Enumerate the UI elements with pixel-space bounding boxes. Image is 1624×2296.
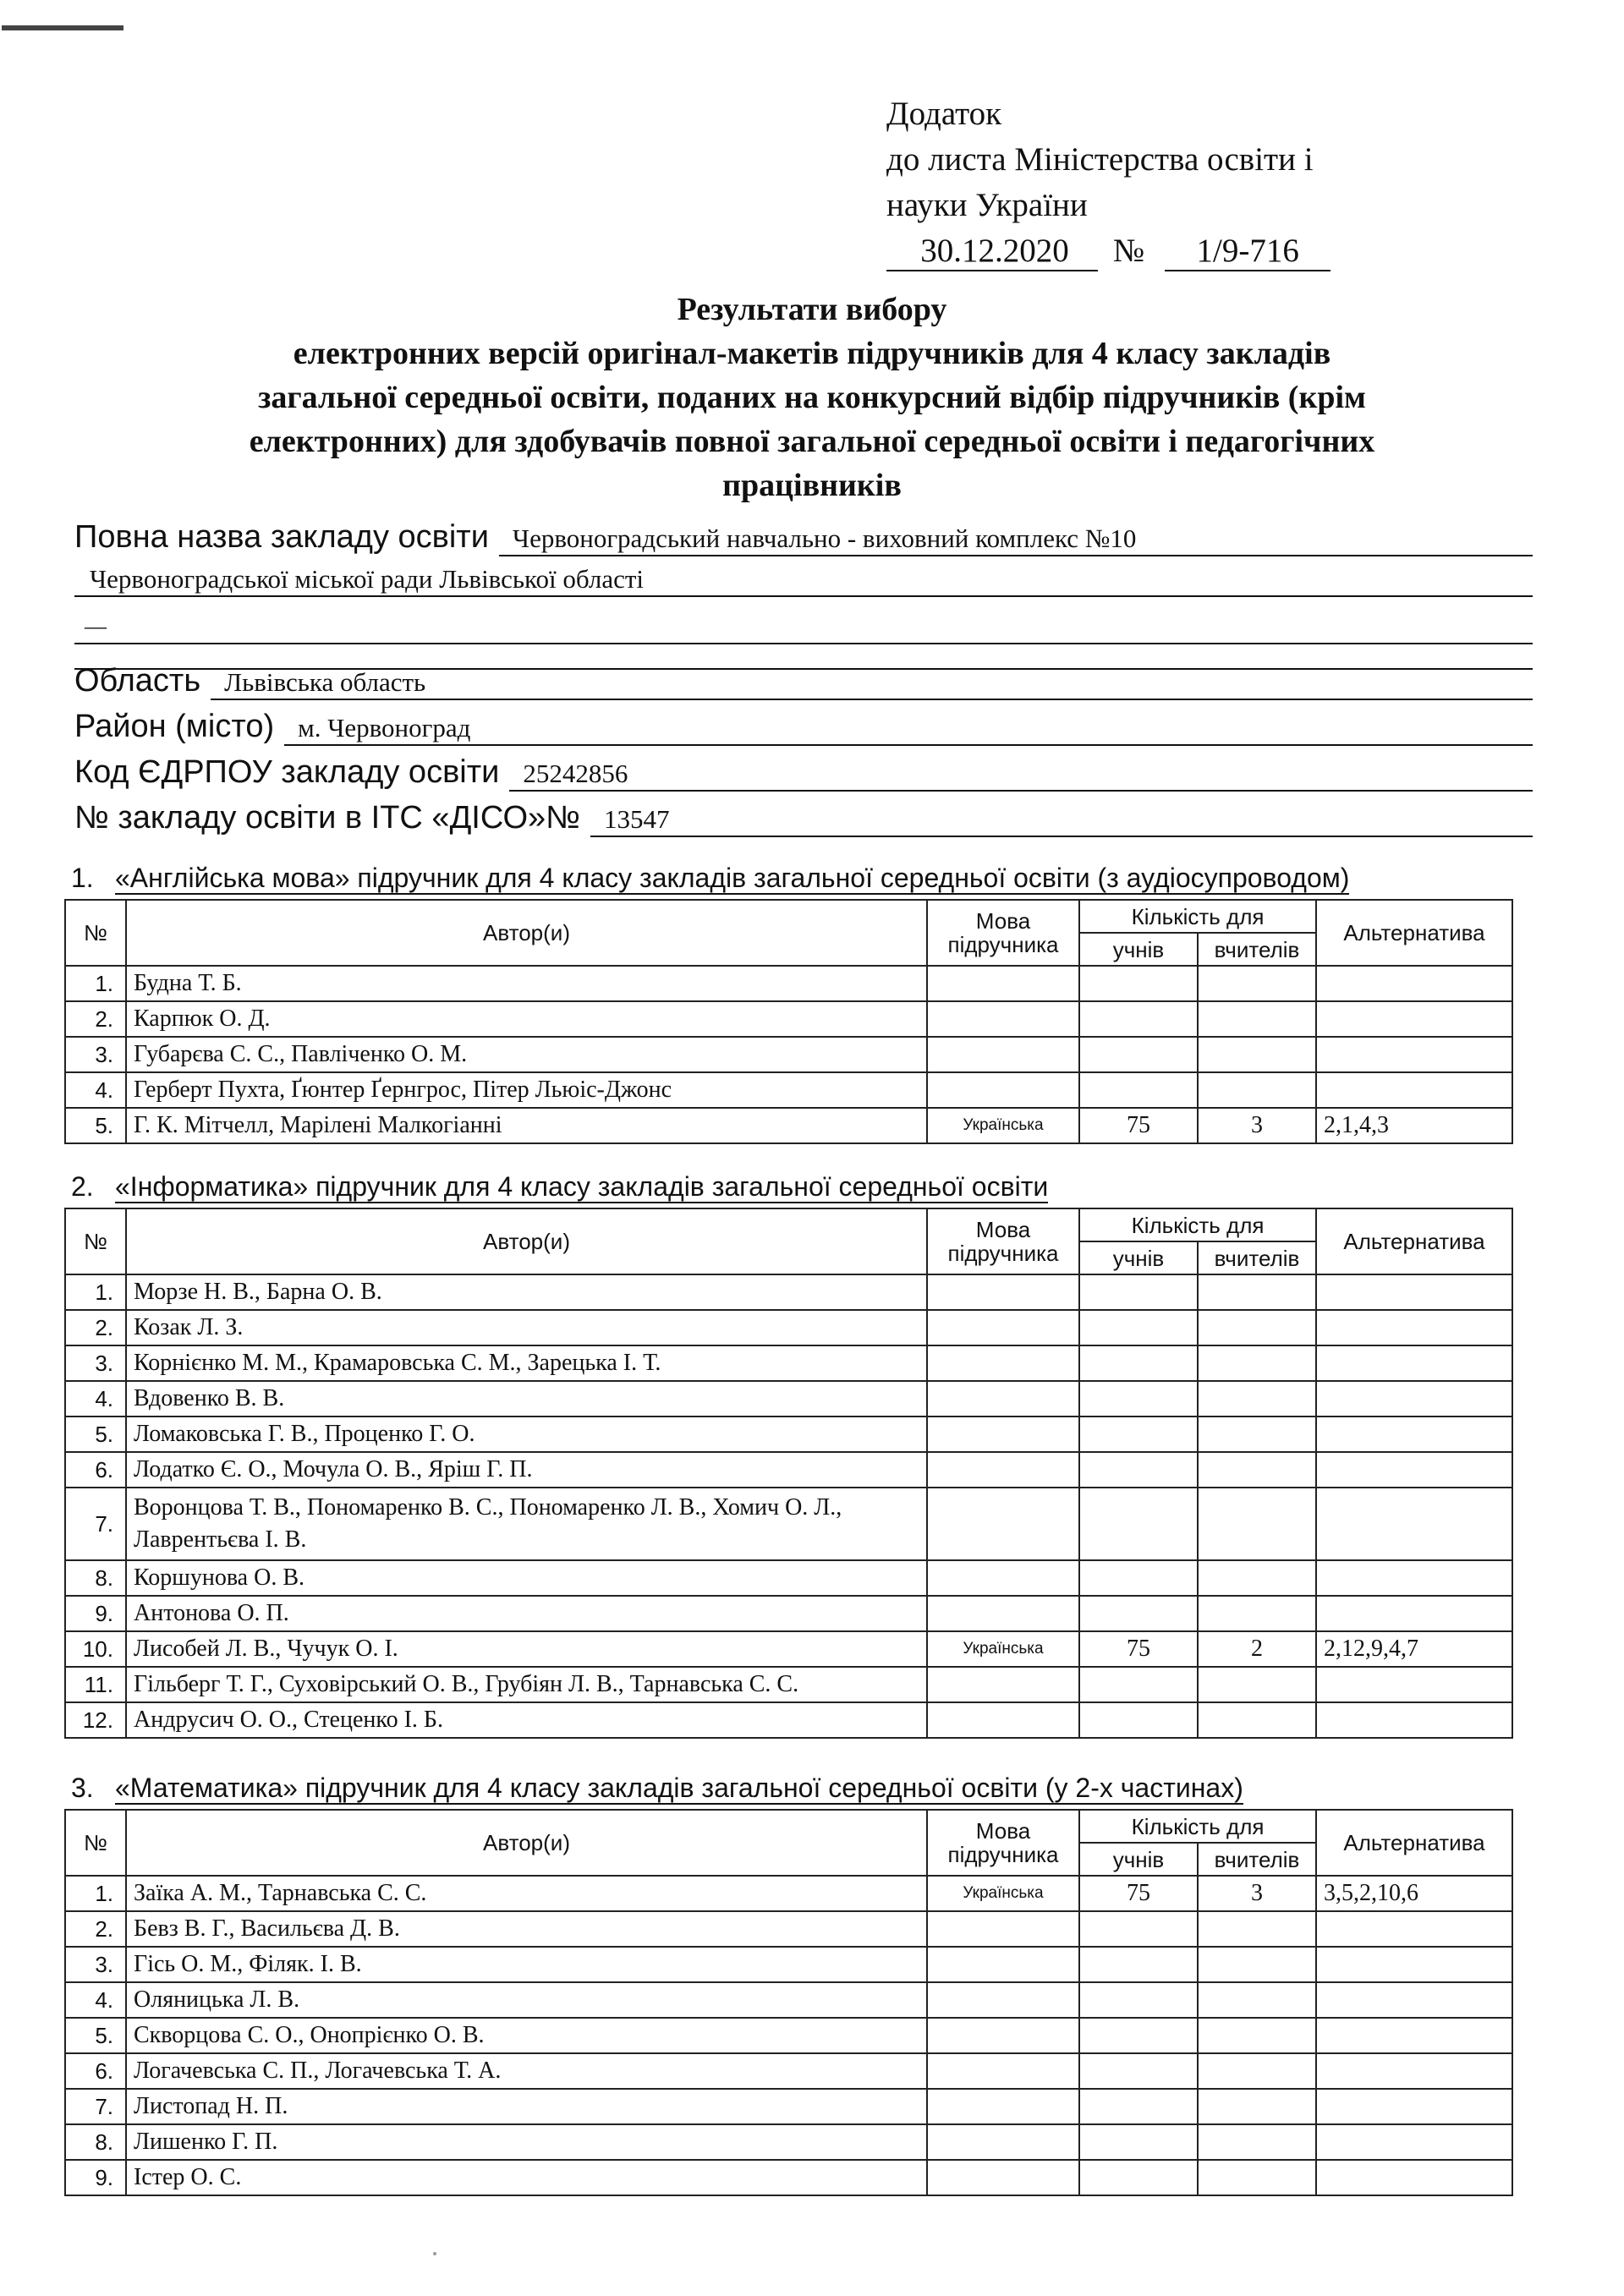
- row-alternative: [1316, 1488, 1512, 1560]
- row-teachers: [1198, 1345, 1316, 1381]
- row-author: Скворцова С. О., Онопрієнко О. В.: [126, 2018, 927, 2053]
- section-3-number: 3.: [71, 1773, 94, 1803]
- edrpou-value: 25242856: [509, 758, 1533, 792]
- row-language: [927, 1982, 1079, 2018]
- header-language-line-2: підручника: [947, 1241, 1059, 1266]
- row-pupils: [1079, 1274, 1198, 1310]
- appendix-line-3: науки України: [886, 187, 1088, 223]
- header-pupils: учнів: [1079, 1843, 1198, 1876]
- table-row: [65, 1417, 1512, 1452]
- row-pupils: [1079, 1911, 1198, 1947]
- row-number: 10.: [65, 1631, 126, 1667]
- header-num: №: [65, 1208, 126, 1274]
- row-alternative: [1316, 2160, 1512, 2195]
- row-language: Українська: [927, 1876, 1079, 1911]
- row-author: Гісь О. М., Філяк. І. В.: [126, 1947, 927, 1982]
- row-author: Гільберг Т. Г., Суховірський О. В., Грубіян Л. В., Тарнавська С. С.: [126, 1667, 927, 1702]
- header-author: Автор(и): [126, 900, 927, 966]
- row-author: Заїка А. М., Тарнавська С. С.: [126, 1876, 927, 1911]
- row-number: 5.: [65, 1108, 126, 1143]
- row-language: [927, 1072, 1079, 1108]
- row-author: Лишенко Г. П.: [126, 2124, 927, 2160]
- row-author: Ломаковська Г. В., Проценко Г. О.: [126, 1417, 927, 1452]
- row-alternative: [1316, 1947, 1512, 1982]
- row-pupils: [1079, 1560, 1198, 1596]
- row-author: Воронцова Т. В., Пономаренко В. С., Пономаренко Л. В., Хомич О. Л., Лаврентьєва І. В.: [126, 1488, 927, 1560]
- row-number: 1.: [65, 966, 126, 1001]
- header-language-line-1: Мова: [975, 1217, 1031, 1242]
- institution-name-value: Червоноградський навчально - виховний комплекс №10: [499, 523, 1533, 556]
- scan-mark: [2, 25, 123, 30]
- header-alternative: Альтернатива: [1316, 1208, 1512, 1274]
- row-pupils: [1079, 1702, 1198, 1738]
- row-author: Будна Т. Б.: [126, 966, 927, 1001]
- row-number: 4.: [65, 1982, 126, 2018]
- row-author: Оляницька Л. В.: [126, 1982, 927, 2018]
- row-language: [927, 1381, 1079, 1417]
- row-author: Листопад Н. П.: [126, 2089, 927, 2124]
- row-teachers: [1198, 2089, 1316, 2124]
- row-alternative: [1316, 1417, 1512, 1452]
- row-alternative: [1316, 1452, 1512, 1488]
- row-teachers: [1198, 1702, 1316, 1738]
- table-row: [65, 1876, 1512, 1911]
- row-pupils: [1079, 2018, 1198, 2053]
- row-alternative: [1316, 2089, 1512, 2124]
- header-language: [927, 1810, 1079, 1876]
- district-field: [74, 707, 1533, 746]
- row-language: [927, 1345, 1079, 1381]
- row-number: 5.: [65, 2018, 126, 2053]
- row-teachers: [1198, 1452, 1316, 1488]
- document-title: [93, 288, 1531, 507]
- row-alternative: [1316, 1560, 1512, 1596]
- table-row: [65, 1452, 1512, 1488]
- header-alternative: Альтернатива: [1316, 900, 1512, 966]
- appendix-date-line: [886, 228, 1330, 274]
- row-author: Корнієнко М. М., Крамаровська С. М., Зарецька І. Т.: [126, 1345, 927, 1381]
- row-alternative: [1316, 1911, 1512, 1947]
- table-row: [65, 1381, 1512, 1417]
- row-teachers: [1198, 1310, 1316, 1345]
- row-language: [927, 1702, 1079, 1738]
- section-2-title: [71, 1170, 1048, 1203]
- header-language-line-1: Мова: [975, 1818, 1031, 1844]
- section-3-title: [71, 1771, 1243, 1805]
- table-row: [65, 2124, 1512, 2160]
- diso-field: [74, 798, 1533, 837]
- row-author: Карпюк О. Д.: [126, 1001, 927, 1037]
- row-number: 6.: [65, 2053, 126, 2089]
- row-pupils: [1079, 1596, 1198, 1631]
- institution-name-field: [74, 518, 1533, 556]
- row-number: 7.: [65, 2089, 126, 2124]
- row-author: Герберт Пухта, Ґюнтер Ґернгрос, Пітер Льюіс-Джонс: [126, 1072, 927, 1108]
- row-language: [927, 2018, 1079, 2053]
- title-line-5: працівників: [722, 468, 902, 503]
- table-row: [65, 1667, 1512, 1702]
- table-row: [65, 1108, 1512, 1143]
- row-alternative: [1316, 1345, 1512, 1381]
- table-row: [65, 1911, 1512, 1947]
- table-row: [65, 1702, 1512, 1738]
- row-language: [927, 2160, 1079, 2195]
- row-number: 4.: [65, 1072, 126, 1108]
- appendix-number-sign: №: [1113, 233, 1145, 269]
- row-alternative: 2,1,4,3: [1316, 1108, 1512, 1143]
- row-author: Вдовенко В. В.: [126, 1381, 927, 1417]
- header-language-line-2: підручника: [947, 1842, 1059, 1867]
- title-line-4: електронних) для здобувачів повної загальної середньої освіти і педагогічних: [249, 424, 1375, 459]
- title-line-3: загальної середньої освіти, поданих на конкурсний відбір підручників (крім: [258, 380, 1366, 415]
- row-alternative: [1316, 2018, 1512, 2053]
- table-row: [65, 1982, 1512, 2018]
- row-language: [927, 2089, 1079, 2124]
- row-language: [927, 1667, 1079, 1702]
- row-number: 8.: [65, 2124, 126, 2160]
- row-alternative: [1316, 1667, 1512, 1702]
- row-language: [927, 1001, 1079, 1037]
- row-pupils: [1079, 2124, 1198, 2160]
- row-number: 1.: [65, 1274, 126, 1310]
- row-number: 2.: [65, 1911, 126, 1947]
- row-teachers: [1198, 2053, 1316, 2089]
- row-number: 9.: [65, 1596, 126, 1631]
- institution-name-cont-field: [74, 563, 1533, 597]
- row-number: 2.: [65, 1001, 126, 1037]
- row-teachers: [1198, 1911, 1316, 1947]
- row-teachers: [1198, 1667, 1316, 1702]
- row-teachers: [1198, 1947, 1316, 1982]
- row-author: Андрусич О. О., Стеценко І. Б.: [126, 1702, 927, 1738]
- row-teachers: [1198, 1072, 1316, 1108]
- table-row: [65, 2053, 1512, 2089]
- appendix-line-1: Додаток: [886, 96, 1002, 132]
- row-language: [927, 1488, 1079, 1560]
- table-row: [65, 1274, 1512, 1310]
- section-2-table: [64, 1208, 1513, 1739]
- row-pupils: [1079, 2053, 1198, 2089]
- section-1-table: [64, 899, 1513, 1144]
- row-alternative: [1316, 1037, 1512, 1072]
- table-row: [65, 1488, 1512, 1560]
- section-2-number: 2.: [71, 1171, 94, 1202]
- header-count: Кількість для: [1079, 900, 1316, 933]
- region-value: Львівська область: [211, 666, 1533, 700]
- table-row: [65, 1310, 1512, 1345]
- row-language: [927, 1911, 1079, 1947]
- row-language: [927, 2124, 1079, 2160]
- institution-name-cont-value: Червоноградської міської ради Львівської області: [74, 563, 1533, 597]
- row-author: Логачевська С. П., Логачевська Т. А.: [126, 2053, 927, 2089]
- row-pupils: [1079, 1072, 1198, 1108]
- appendix-line-2: до листа Міністерства освіти і: [886, 141, 1314, 178]
- title-line-2: електронних версій оригінал-макетів підручників для 4 класу закладів: [293, 336, 1331, 371]
- row-pupils: 75: [1079, 1631, 1198, 1667]
- row-number: 11.: [65, 1667, 126, 1702]
- row-alternative: [1316, 2124, 1512, 2160]
- table-row: [65, 1001, 1512, 1037]
- section-1-title: [71, 861, 1349, 895]
- table-row: [65, 1596, 1512, 1631]
- section-1-number: 1.: [71, 863, 94, 893]
- appendix-block: [886, 91, 1330, 274]
- district-label: Район (місто): [74, 709, 275, 744]
- row-alternative: [1316, 1001, 1512, 1037]
- row-author: Коршунова О. В.: [126, 1560, 927, 1596]
- header-author: Автор(и): [126, 1810, 927, 1876]
- row-author: Козак Л. З.: [126, 1310, 927, 1345]
- row-language: Українська: [927, 1631, 1079, 1667]
- header-num: №: [65, 900, 126, 966]
- table-row: [65, 1072, 1512, 1108]
- row-language: [927, 1037, 1079, 1072]
- header-num: №: [65, 1810, 126, 1876]
- diso-value: 13547: [590, 803, 1533, 837]
- row-pupils: [1079, 1982, 1198, 2018]
- table-row: [65, 2089, 1512, 2124]
- row-author: Антонова О. П.: [126, 1596, 927, 1631]
- row-teachers: 3: [1198, 1108, 1316, 1143]
- row-number: 1.: [65, 1876, 126, 1911]
- row-teachers: [1198, 1596, 1316, 1631]
- row-alternative: [1316, 1381, 1512, 1417]
- row-pupils: [1079, 1947, 1198, 1982]
- row-number: 5.: [65, 1417, 126, 1452]
- section-3-table: [64, 1809, 1513, 2196]
- row-teachers: [1198, 1417, 1316, 1452]
- row-author: Морзе Н. В., Барна О. В.: [126, 1274, 927, 1310]
- row-alternative: 3,5,2,10,6: [1316, 1876, 1512, 1911]
- header-language: [927, 1208, 1079, 1274]
- row-number: 6.: [65, 1452, 126, 1488]
- row-language: [927, 1560, 1079, 1596]
- row-pupils: [1079, 2089, 1198, 2124]
- row-teachers: [1198, 1381, 1316, 1417]
- title-line-1: Результати вибору: [677, 292, 947, 327]
- institution-blank-field: [74, 611, 1533, 644]
- appendix-number: 1/9-716: [1165, 233, 1330, 271]
- row-pupils: [1079, 1667, 1198, 1702]
- row-teachers: [1198, 1982, 1316, 2018]
- row-alternative: [1316, 1072, 1512, 1108]
- row-alternative: [1316, 1982, 1512, 2018]
- section-3-text: «Математика» підручник для 4 класу закладів загальної середньої освіти (у 2-х частинах): [115, 1773, 1243, 1803]
- row-number: 3.: [65, 1345, 126, 1381]
- row-number: 8.: [65, 1560, 126, 1596]
- row-pupils: [1079, 1417, 1198, 1452]
- table-row: [65, 1631, 1512, 1667]
- institution-name-label: Повна назва закладу освіти: [74, 519, 489, 555]
- row-alternative: [1316, 1274, 1512, 1310]
- header-count: Кількість для: [1079, 1208, 1316, 1241]
- edrpou-field: [74, 753, 1533, 792]
- appendix-date: 30.12.2020: [886, 233, 1098, 271]
- row-alternative: [1316, 1310, 1512, 1345]
- row-teachers: [1198, 1037, 1316, 1072]
- row-language: [927, 1310, 1079, 1345]
- row-alternative: [1316, 2053, 1512, 2089]
- row-author: Лисобей Л. В., Чучук О. І.: [126, 1631, 927, 1667]
- row-language: [927, 1274, 1079, 1310]
- row-teachers: [1198, 2124, 1316, 2160]
- header-language-line-2: підручника: [947, 932, 1059, 957]
- row-number: 4.: [65, 1381, 126, 1417]
- header-language: [927, 900, 1079, 966]
- header-teachers: вчителів: [1198, 1241, 1316, 1274]
- row-author: Лодатко Є. О., Мочула О. В., Яріш Г. П.: [126, 1452, 927, 1488]
- row-number: 7.: [65, 1488, 126, 1560]
- header-language-line-1: Мова: [975, 908, 1031, 934]
- row-language: [927, 1417, 1079, 1452]
- diso-label: № закладу освіти в ІТС «ДІСО»№: [74, 800, 580, 836]
- row-language: [927, 2053, 1079, 2089]
- table-row: [65, 966, 1512, 1001]
- row-author: Бевз В. Г., Васильєва Д. В.: [126, 1911, 927, 1947]
- header-author: Автор(и): [126, 1208, 927, 1274]
- row-author: Істер О. С.: [126, 2160, 927, 2195]
- row-language: Українська: [927, 1108, 1079, 1143]
- row-teachers: 3: [1198, 1876, 1316, 1911]
- row-number: 9.: [65, 2160, 126, 2195]
- row-pupils: [1079, 1037, 1198, 1072]
- header-teachers: вчителів: [1198, 1843, 1316, 1876]
- row-pupils: 75: [1079, 1108, 1198, 1143]
- row-teachers: [1198, 2160, 1316, 2195]
- table-row: [65, 1560, 1512, 1596]
- table-row: [65, 1345, 1512, 1381]
- row-alternative: [1316, 1702, 1512, 1738]
- row-language: [927, 1947, 1079, 1982]
- row-pupils: [1079, 1381, 1198, 1417]
- row-teachers: [1198, 1001, 1316, 1037]
- scan-speck: [433, 2252, 436, 2255]
- header-pupils: учнів: [1079, 933, 1198, 966]
- row-pupils: [1079, 1345, 1198, 1381]
- table-row: [65, 1037, 1512, 1072]
- row-teachers: [1198, 2018, 1316, 2053]
- row-number: 3.: [65, 1947, 126, 1982]
- table-row: [65, 1947, 1512, 1982]
- section-1-text: «Англійська мова» підручник для 4 класу закладів загальної середньої освіти (з аудіосупроводом): [115, 863, 1350, 893]
- row-teachers: 2: [1198, 1631, 1316, 1667]
- row-language: [927, 1452, 1079, 1488]
- table-row: [65, 2160, 1512, 2195]
- header-teachers: вчителів: [1198, 933, 1316, 966]
- row-teachers: [1198, 1488, 1316, 1560]
- row-teachers: [1198, 1560, 1316, 1596]
- row-author: Г. К. Мітчелл, Марілені Малкогіанні: [126, 1108, 927, 1143]
- row-teachers: [1198, 966, 1316, 1001]
- row-number: 3.: [65, 1037, 126, 1072]
- row-alternative: [1316, 1596, 1512, 1631]
- region-label: Область: [74, 663, 201, 699]
- row-pupils: [1079, 966, 1198, 1001]
- institution-blank-dash: —: [74, 611, 1533, 644]
- row-pupils: [1079, 1452, 1198, 1488]
- edrpou-label: Код ЄДРПОУ закладу освіти: [74, 754, 500, 790]
- header-count: Кількість для: [1079, 1810, 1316, 1843]
- district-value: м. Червоноград: [284, 712, 1533, 746]
- row-alternative: [1316, 966, 1512, 1001]
- row-author: Губарєва С. С., Павліченко О. М.: [126, 1037, 927, 1072]
- header-pupils: учнів: [1079, 1241, 1198, 1274]
- row-alternative: 2,12,9,4,7: [1316, 1631, 1512, 1667]
- row-pupils: [1079, 2160, 1198, 2195]
- table-row: [65, 2018, 1512, 2053]
- row-language: [927, 966, 1079, 1001]
- row-pupils: [1079, 1488, 1198, 1560]
- row-number: 2.: [65, 1310, 126, 1345]
- row-pupils: [1079, 1001, 1198, 1037]
- row-pupils: [1079, 1310, 1198, 1345]
- row-number: 12.: [65, 1702, 126, 1738]
- region-field: [74, 661, 1533, 700]
- row-language: [927, 1596, 1079, 1631]
- header-alternative: Альтернатива: [1316, 1810, 1512, 1876]
- row-teachers: [1198, 1274, 1316, 1310]
- row-pupils: 75: [1079, 1876, 1198, 1911]
- section-2-text: «Інформатика» підручник для 4 класу закладів загальної середньої освіти: [115, 1171, 1049, 1202]
